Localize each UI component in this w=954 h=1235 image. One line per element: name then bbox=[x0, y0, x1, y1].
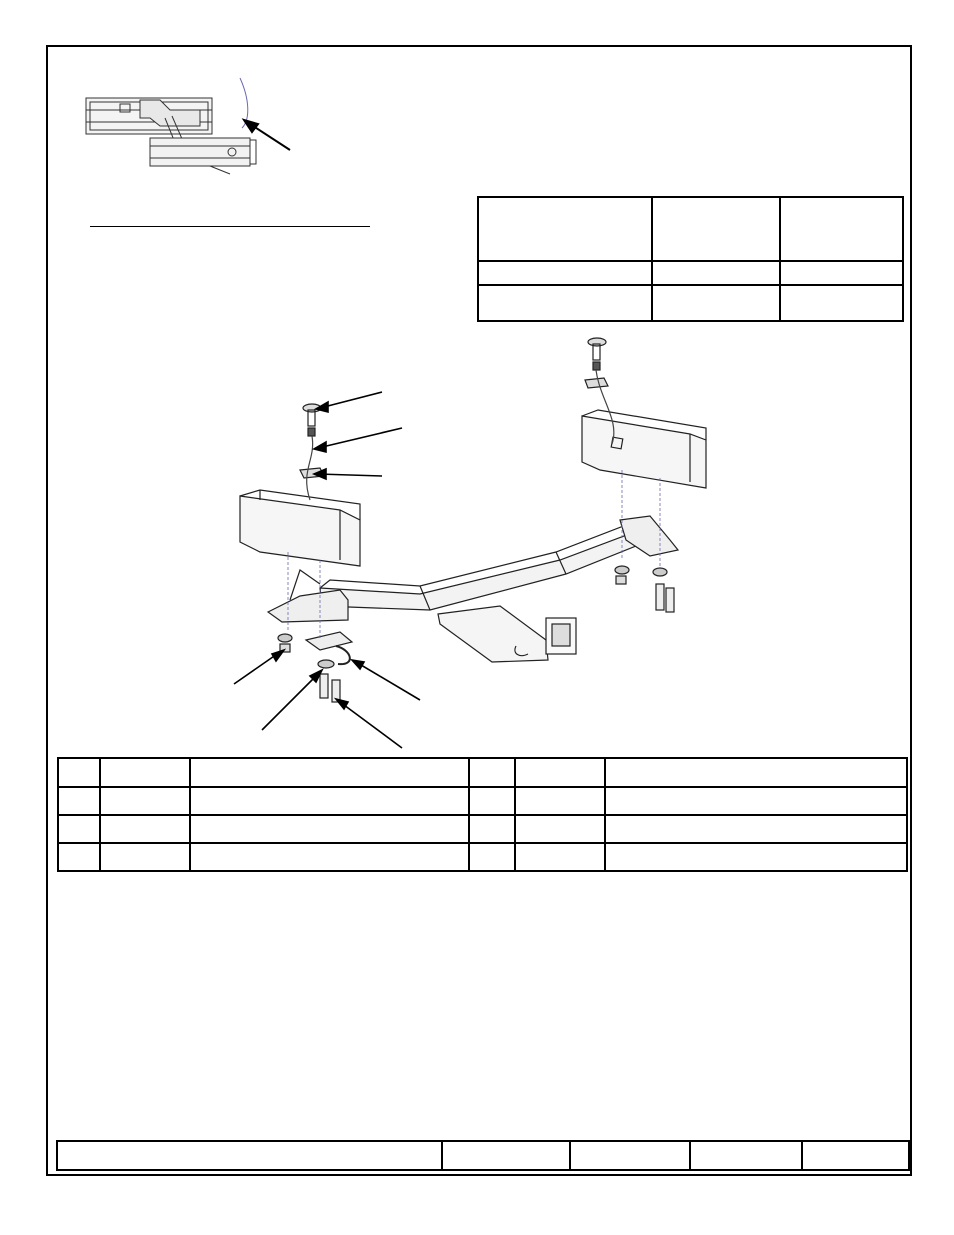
parts-cell bbox=[605, 787, 907, 815]
parts-cell bbox=[515, 787, 605, 815]
footer-cell bbox=[442, 1141, 570, 1170]
parts-cell bbox=[190, 758, 469, 787]
parts-cell bbox=[469, 843, 515, 871]
footer-cell bbox=[690, 1141, 802, 1170]
parts-cell bbox=[100, 758, 190, 787]
parts-cell bbox=[100, 843, 190, 871]
footer-cell bbox=[57, 1141, 442, 1170]
parts-cell bbox=[605, 843, 907, 871]
parts-cell bbox=[605, 815, 907, 843]
parts-table bbox=[57, 757, 908, 872]
parts-cell bbox=[469, 758, 515, 787]
parts-cell bbox=[58, 787, 100, 815]
parts-cell bbox=[515, 843, 605, 871]
parts-cell bbox=[605, 758, 907, 787]
parts-cell bbox=[190, 815, 469, 843]
footer-table bbox=[56, 1140, 910, 1171]
parts-cell bbox=[190, 787, 469, 815]
footer-cell bbox=[570, 1141, 690, 1170]
parts-cell bbox=[515, 815, 605, 843]
parts-cell bbox=[58, 843, 100, 871]
parts-cell bbox=[100, 815, 190, 843]
parts-cell bbox=[190, 843, 469, 871]
parts-cell bbox=[58, 815, 100, 843]
parts-cell bbox=[100, 787, 190, 815]
footer-cell bbox=[802, 1141, 909, 1170]
parts-cell bbox=[515, 758, 605, 787]
parts-cell bbox=[469, 815, 515, 843]
parts-cell bbox=[58, 758, 100, 787]
carriage-bolt-right-icon bbox=[585, 338, 608, 388]
parts-cell bbox=[469, 787, 515, 815]
